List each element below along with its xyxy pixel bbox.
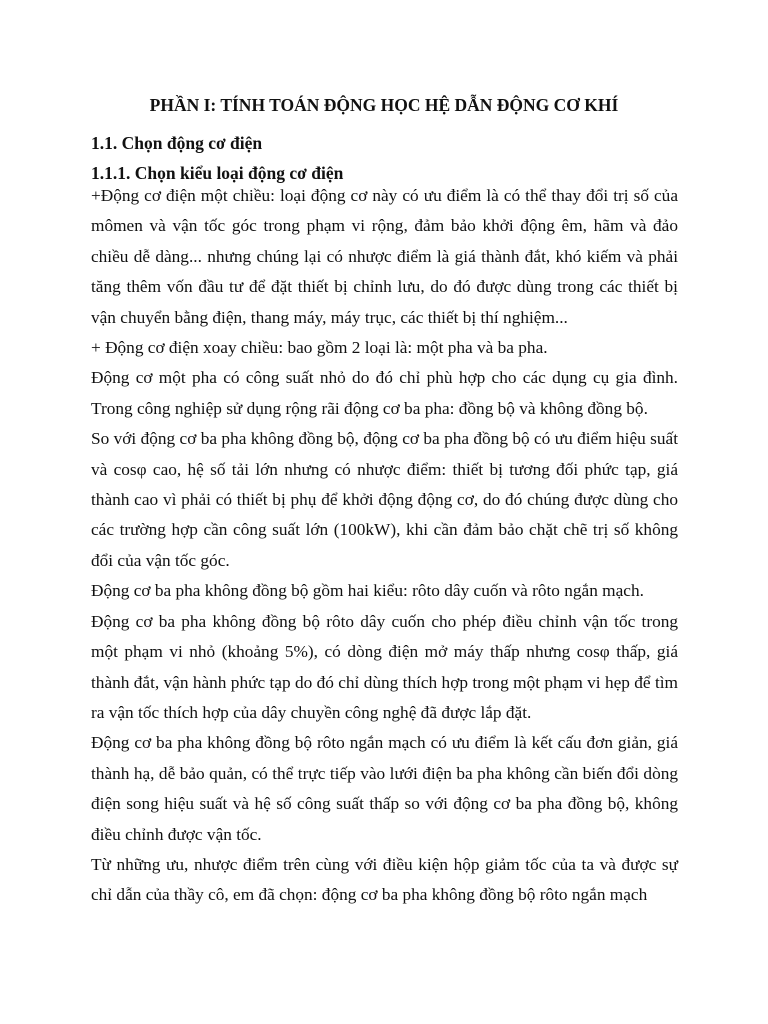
paragraph-wound-rotor: Động cơ ba pha không đồng bộ rôto dây cuốn cho phép điều chỉnh vận tốc trong một phạm vi nhỏ (khoảng 5%), có dòng điện mở máy thấp nhưng cosφ thấp, giá thành đắt, vận hành phức tạp do đó chỉ dùng thích hợp trong một phạm vi hẹp để tìm ra vận tốc thích hợp của dây chuyền công nghệ đã được lắp đặt.	[91, 611, 678, 722]
paragraph-squirrel-cage: Động cơ ba pha không đồng bộ rôto ngắn mạch có ưu điểm là kết cấu đơn giản, giá thành hạ, dễ bảo quản, có thể trực tiếp vào lưới điện ba pha không cần biến đổi dòng điện song hiệu suất và hệ số công suất thấp so với động cơ ba pha đồng bộ, không điều chỉnh được vận tốc.	[91, 733, 678, 844]
paragraph-synchronous: So với động cơ ba pha không đồng bộ, động cơ ba pha đồng bộ có ưu điểm hiệu suất và cosφ cao, hệ số tải lớn nhưng có nhược điểm: thiết bị tương đối phức tạp, giá thành cao vì phải có thiết bị phụ để khởi động động cơ, do đó chúng được dùng cho các trường hợp cần công suất lớn (100kW), khi cần đảm bảo chặt chẽ trị số không đổi của vận tốc góc.	[91, 429, 678, 570]
body-text	[91, 181, 678, 911]
paragraph-async-types: Động cơ ba pha không đồng bộ gồm hai kiểu: rôto dây cuốn và rôto ngắn mạch.	[91, 581, 644, 601]
paragraph-dc-motor: +Động cơ điện một chiều: loại động cơ này có ưu điểm là có thể thay đổi trị số của mômen và vận tốc góc trong phạm vi rộng, đảm bảo khởi động êm, hãm và đảo chiều dễ dàng... nhưng chúng lại có nhược điểm là giá thành đắt, khó kiếm và phải tăng thêm vốn đầu tư để đặt thiết bị chỉnh lưu, do đó được dùng trong các thiết bị vận chuyển bằng điện, thang máy, máy trục, các thiết bị thí nghiệm...	[91, 186, 678, 327]
subsection-heading: 1.1.1. Chọn kiểu loại động cơ điện	[91, 163, 344, 183]
paragraph-ac-motor: + Động cơ điện xoay chiều: bao gồm 2 loại là: một pha và ba pha.	[91, 338, 548, 358]
page-title: PHẦN I: TÍNH TOÁN ĐỘNG HỌC HỆ DẪN ĐỘNG CƠ KHÍ	[149, 95, 619, 115]
paragraph-conclusion: Từ những ưu, nhược điểm trên cùng với điều kiện hộp giảm tốc của ta và được sự chỉ dẫn của thầy cô, em đã chọn: động cơ ba pha không đồng bộ rôto ngắn mạch	[91, 854, 678, 905]
section-heading: 1.1. Chọn động cơ điện	[91, 133, 263, 153]
paragraph-single-phase: Động cơ một pha có công suất nhỏ do đó chỉ phù hợp cho các dụng cụ gia đình. Trong công nghiệp sử dụng rộng rãi động cơ ba pha: đồng bộ và không đồng bộ.	[91, 368, 678, 418]
